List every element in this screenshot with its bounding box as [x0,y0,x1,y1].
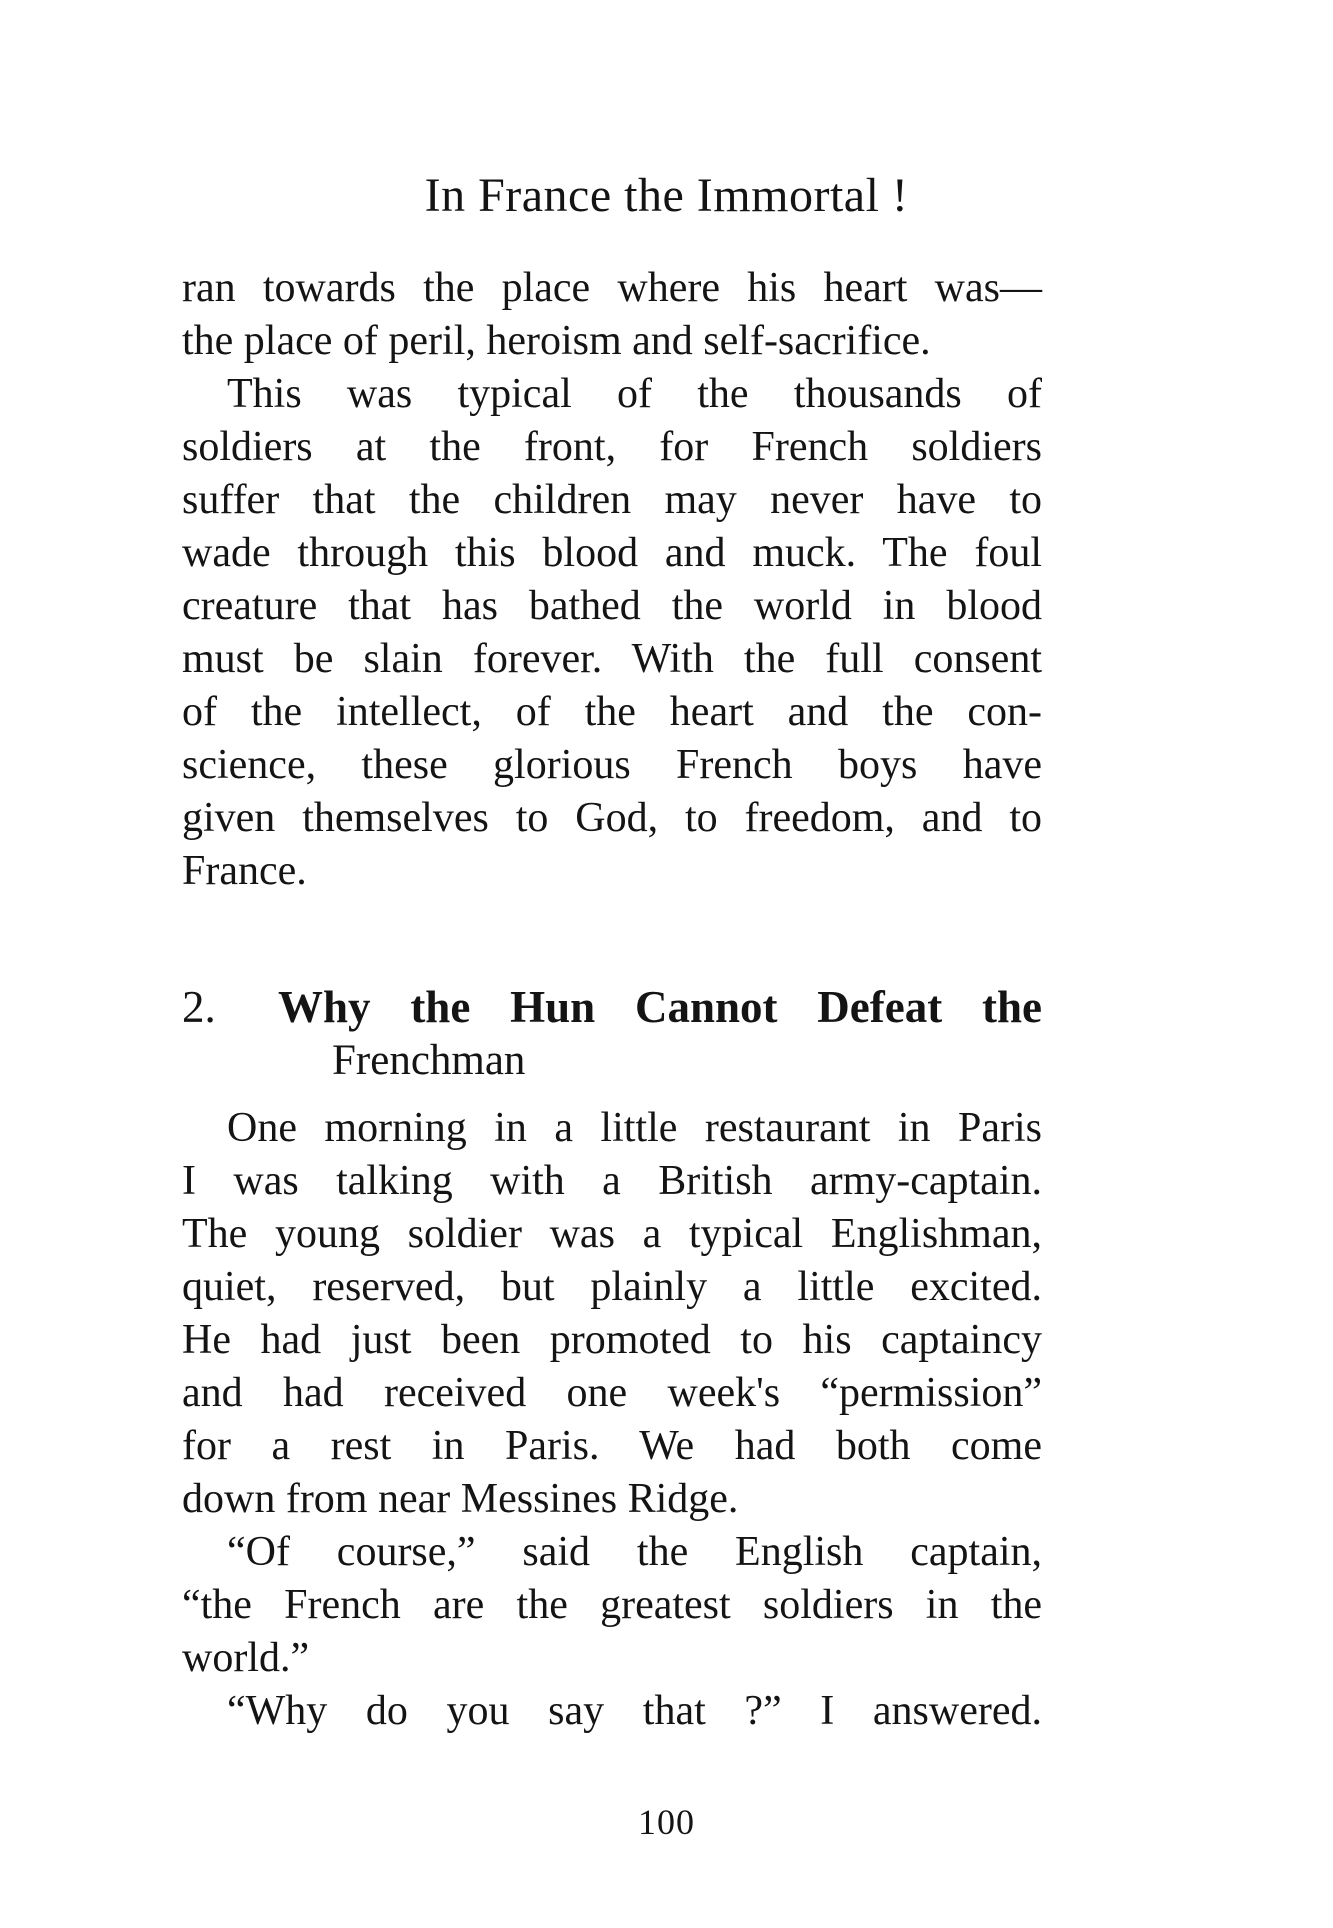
text-line: the place of peril, heroism and self-sacrifice. [182,318,931,364]
text-line: “Why do you say that ?” I answered. [227,1688,1042,1734]
paragraph-block-1 [182,262,1042,898]
text-line: One morning in a little restaurant in Paris [227,1105,1042,1151]
text-line: of the intellect, of the heart and the con- [182,689,1042,735]
text-line: creature that has bathed the world in blood [182,583,1042,629]
text-line: wade through this blood and muck. The foul [182,530,1042,576]
section-title-line-2: Frenchman [332,1037,526,1084]
text-line: He had just been promoted to his captaincy [182,1317,1042,1363]
text-line: France. [182,848,307,894]
text-line: science, these glorious French boys have [182,742,1042,788]
text-line: “Of course,” said the English captain, [227,1529,1042,1575]
text-line: This was typical of the thousands of [227,371,1042,417]
text-line: I was talking with a British army-captain. [182,1158,1042,1204]
text-line: for a rest in Paris. We had both come [182,1423,1042,1469]
paragraph-block-2 [182,1102,1042,1738]
page-number: 100 [638,1802,695,1842]
section-title-line-1 [182,980,1042,1034]
text-line: soldiers at the front, for French soldiers [182,424,1042,470]
section-heading [182,980,1042,1088]
text-line: ran towards the place where his heart was— [182,265,1042,311]
text-line: world.” [182,1635,310,1681]
text-line: The young soldier was a typical Englishman, [182,1211,1042,1257]
text-line: given themselves to God, to freedom, and to [182,795,1042,841]
running-head: In France the Immortal ! [424,169,909,222]
text-line: “the French are the greatest soldiers in the [182,1582,1042,1628]
section-title-text: Why the Hun Cannot Defeat the [278,982,1042,1032]
section-number: 2. [182,982,216,1032]
text-line: suffer that the children may never have to [182,477,1042,523]
text-line: quiet, reserved, but plainly a little excited. [182,1264,1042,1310]
text-line: down from near Messines Ridge. [182,1476,739,1522]
text-line: must be slain forever. With the full consent [182,636,1042,682]
text-line: and had received one week's “permission” [182,1370,1042,1416]
